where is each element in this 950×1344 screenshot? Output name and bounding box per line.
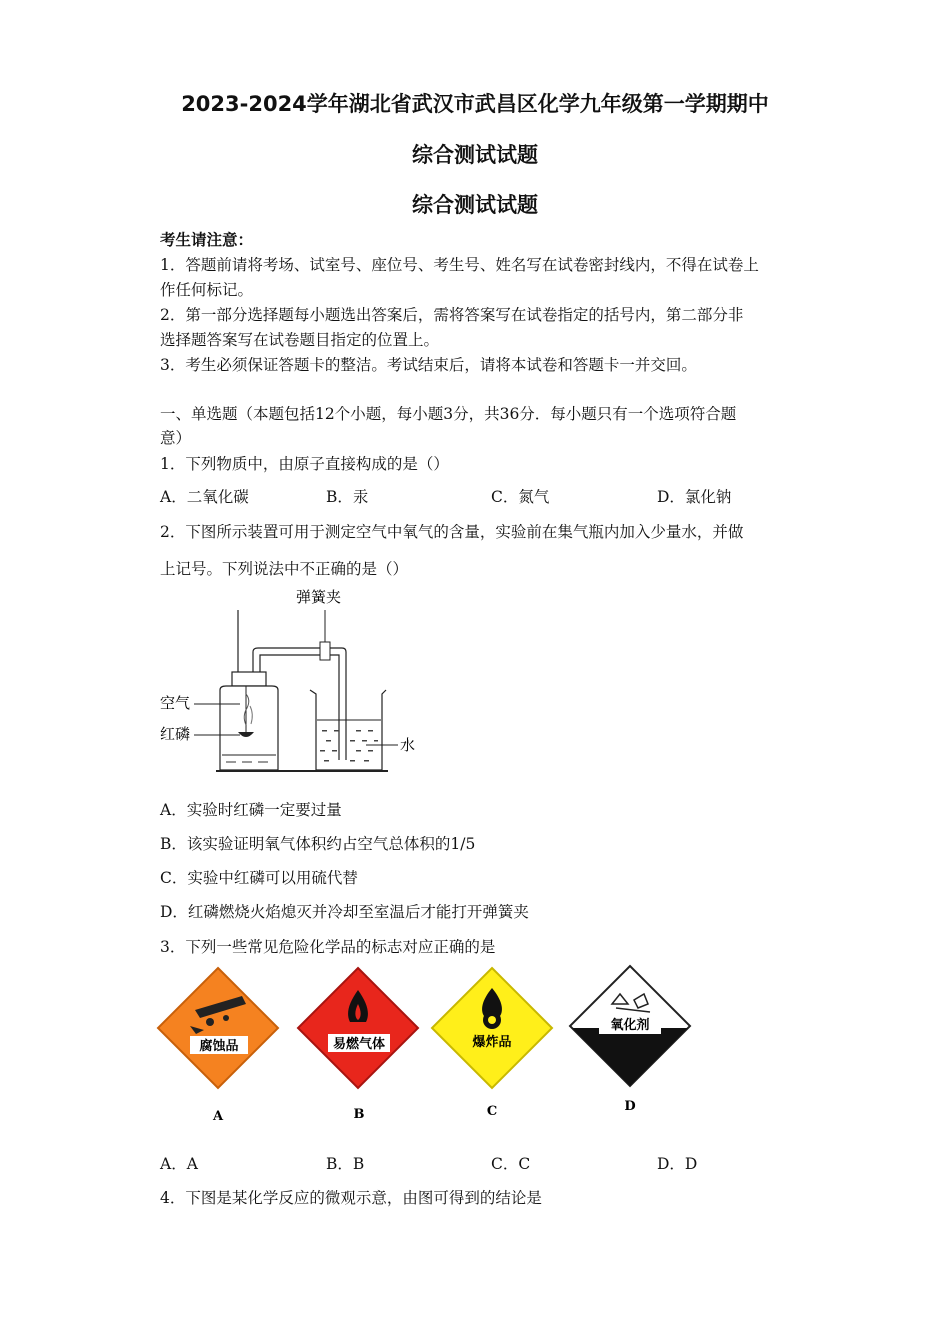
question-1-stem: 1．下列物质中，由原子直接构成的是（） <box>160 455 449 473</box>
sign-c-letter: C <box>486 1104 498 1119</box>
sign-b-letter: B <box>353 1107 365 1122</box>
notice-item: 选择题答案写在试卷题目指定的位置上。 <box>160 331 440 349</box>
notice-item: 作任何标记。 <box>160 281 254 299</box>
q1-option-c: C．氮气 <box>491 488 550 506</box>
q1-option-d: D．氯化钠 <box>657 488 732 506</box>
notice-item: 2．第一部分选择题每小题选出答案后，需将答案写在试卷指定的括号内，第二部分非 <box>160 306 744 324</box>
page-subtitle: 综合测试试题 <box>412 143 538 167</box>
notice-heading: 考生请注意： <box>160 230 254 249</box>
sign-d-letter: D <box>624 1099 636 1114</box>
sign-b-text: 易燃气体 <box>332 1037 386 1052</box>
q1-option-b: B．汞 <box>326 488 369 506</box>
q1-option-a: A．二氧化碳 <box>160 488 249 506</box>
sign-a-text: 腐蚀品 <box>199 1039 239 1054</box>
q2-option-d: D．红磷燃烧火焰熄灭并冷却至室温后才能打开弹簧夹 <box>160 903 529 921</box>
phosphorus-label: 红磷 <box>160 725 191 743</box>
hazard-signs-figure <box>150 960 710 1130</box>
question-3-stem: 3．下列一些常见危险化学品的标志对应正确的是 <box>160 938 496 956</box>
hazard-sign-b <box>298 968 418 1122</box>
water-label: 水 <box>400 736 416 754</box>
oxygen-apparatus-diagram <box>150 580 440 780</box>
q3-option-c: C．C <box>491 1155 531 1173</box>
section-heading-cont: 意） <box>160 429 192 447</box>
sign-a-letter: A <box>212 1109 224 1124</box>
sign-d-text: 氧化剂 <box>610 1018 650 1033</box>
q2-option-c: C．实验中红磷可以用硫代替 <box>160 869 358 887</box>
page-title: 2023-2024学年湖北省武汉市武昌区化学九年级第一学期期中 <box>181 92 769 116</box>
notice-item: 1．答题前请将考场、试室号、座位号、考生号、姓名写在试卷密封线内，不得在试卷上 <box>160 256 759 274</box>
clip-label: 弹簧夹 <box>296 588 342 606</box>
sign-c-text: 爆炸品 <box>472 1035 512 1050</box>
q2-option-a: A．实验时红磷一定要过量 <box>160 801 342 819</box>
question-2-stem-cont: 上记号。下列说法中不正确的是（） <box>160 560 409 578</box>
q2-option-b: B．该实验证明氧气体积约占空气总体积的1/5 <box>160 835 476 853</box>
q3-option-b: B．B <box>326 1155 365 1173</box>
hazard-sign-a <box>158 968 278 1124</box>
q3-option-a: A．A <box>160 1155 198 1173</box>
page-subtitle-repeat: 综合测试试题 <box>412 193 538 217</box>
question-2-stem: 2．下图所示装置可用于测定空气中氧气的含量，实验前在集气瓶内加入少量水，并做 <box>160 523 744 541</box>
notice-item: 3．考生必须保证答题卡的整洁。考试结束后，请将本试卷和答题卡一并交回。 <box>160 356 697 374</box>
question-4-stem: 4．下图是某化学反应的微观示意，由图可得到的结论是 <box>160 1189 542 1207</box>
air-label: 空气 <box>160 694 191 712</box>
section-heading: 一、单选题（本题包括12个小题，每小题3分，共36分．每小题只有一个选项符合题 <box>160 405 737 423</box>
hazard-sign-c <box>432 968 552 1119</box>
hazard-sign-d <box>570 966 692 1114</box>
q3-option-d: D．D <box>657 1155 698 1173</box>
